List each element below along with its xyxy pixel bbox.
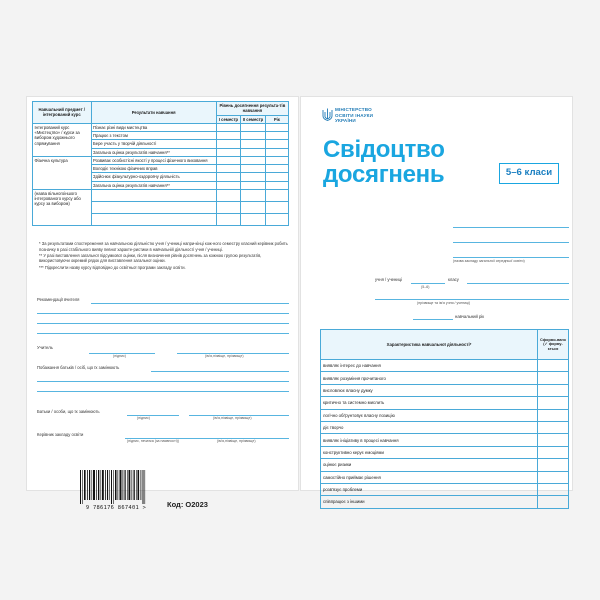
score-cell[interactable] bbox=[216, 140, 241, 148]
sign-hint: (підпис) bbox=[113, 354, 126, 358]
left-page bbox=[27, 97, 298, 490]
score-cell[interactable] bbox=[241, 140, 266, 148]
year-line[interactable] bbox=[413, 319, 453, 320]
head-sign-hint: (підпис, печатка (за наявності)) bbox=[127, 439, 179, 443]
class-label: класу bbox=[448, 277, 459, 282]
result-cell[interactable] bbox=[91, 201, 216, 213]
score-cell[interactable] bbox=[265, 165, 288, 173]
class-hint: (5–6) bbox=[421, 285, 430, 289]
teacher-label: Учитель bbox=[37, 345, 53, 350]
ministry-line: МІНІСТЕРСТВО bbox=[335, 107, 372, 112]
page-title bbox=[323, 137, 445, 187]
chars-cell: висловлює власну думку bbox=[321, 384, 538, 396]
table-row bbox=[321, 372, 569, 384]
table-row bbox=[321, 434, 569, 446]
parents-wishes-line[interactable] bbox=[151, 371, 289, 372]
score-cell[interactable] bbox=[216, 213, 241, 225]
table-row bbox=[321, 421, 569, 433]
mark-cell[interactable] bbox=[538, 372, 569, 384]
chars-cell: виявляє розуміння прочитаного bbox=[321, 372, 538, 384]
result-cell: Загальна оцінка результатів навчання** bbox=[91, 148, 216, 156]
chars-cell: логічно обґрунтовує власну позицію bbox=[321, 409, 538, 421]
title-line: Свідоцтво bbox=[323, 136, 445, 163]
result-cell[interactable] bbox=[91, 213, 216, 225]
grade-badge: 5–6 класи bbox=[499, 163, 559, 184]
result-cell: Володіє технікою фізичних вправ bbox=[91, 165, 216, 173]
school-line[interactable] bbox=[453, 242, 569, 243]
recommendations-line[interactable] bbox=[91, 303, 289, 304]
chars-cell: співпрацює з іншими bbox=[321, 496, 538, 508]
score-cell[interactable] bbox=[241, 189, 266, 201]
trident-icon bbox=[322, 108, 333, 122]
parents-sign-label: Батьки / особи, що їх замінюють bbox=[37, 409, 100, 414]
header-results: Результати навчання bbox=[91, 102, 216, 124]
chars-cell: конструктивно керує емоціями bbox=[321, 446, 538, 458]
head-name-hint: (ім'я,пізвіще, прізвище) bbox=[217, 439, 256, 443]
chars-mark-header: Сформо-вано (✓ форму-ється bbox=[538, 330, 569, 360]
parents-wishes-label: Побажання батьків / осіб, що їх замінюють bbox=[37, 365, 120, 370]
student-name-line[interactable] bbox=[467, 283, 569, 284]
footnotes bbox=[39, 241, 291, 271]
score-cell[interactable] bbox=[241, 201, 266, 213]
mark-cell[interactable] bbox=[538, 384, 569, 396]
name-hint: (прізвище та ім'я учня / учениці) bbox=[417, 301, 471, 305]
mark-cell[interactable] bbox=[538, 483, 569, 495]
score-cell[interactable] bbox=[241, 148, 266, 156]
barcode-number: 9 786176 867401 > bbox=[85, 505, 147, 511]
recommendations-line[interactable] bbox=[37, 333, 289, 334]
score-cell[interactable] bbox=[216, 165, 241, 173]
table-row bbox=[321, 446, 569, 458]
mark-cell[interactable] bbox=[538, 360, 569, 372]
ministry-line: УКРАЇНИ bbox=[335, 118, 356, 124]
title-line: досягнень bbox=[323, 161, 445, 189]
table-row bbox=[321, 384, 569, 396]
footnote: ** У разі виставлення загальної підсумкової оцінки, після визначення рівнів досягнень за кожною групою результатів, використовуючи окремий рядок для виставлення загальної оцінки. bbox=[39, 252, 262, 264]
score-cell[interactable] bbox=[265, 173, 288, 181]
student-label: учня / учениці bbox=[375, 277, 402, 282]
score-cell[interactable] bbox=[265, 132, 288, 140]
score-cell[interactable] bbox=[216, 132, 241, 140]
score-cell[interactable] bbox=[265, 148, 288, 156]
subject-other: (назва вільногоіншого інтегрованого курсу або курсу за вибором) bbox=[33, 189, 92, 225]
product-code: Код: О2023 bbox=[167, 500, 208, 509]
table-row bbox=[321, 459, 569, 471]
table-row bbox=[33, 123, 289, 131]
school-line[interactable] bbox=[453, 227, 569, 228]
score-cell[interactable] bbox=[265, 156, 288, 164]
score-cell[interactable] bbox=[241, 123, 266, 131]
header-sem2: ІІ семестр bbox=[241, 115, 266, 123]
mark-cell[interactable] bbox=[538, 446, 569, 458]
parents-sign-line[interactable] bbox=[127, 415, 179, 416]
score-cell[interactable] bbox=[241, 181, 266, 189]
header-subject: Навчальний предмет / інтегрований курс bbox=[33, 102, 92, 124]
score-cell[interactable] bbox=[241, 156, 266, 164]
chars-cell: оцінює ризики bbox=[321, 459, 538, 471]
table-row bbox=[321, 483, 569, 495]
score-cell[interactable] bbox=[216, 148, 241, 156]
chars-cell: виявляє інтерес до навчання bbox=[321, 360, 538, 372]
table-row bbox=[321, 496, 569, 508]
score-cell[interactable] bbox=[216, 173, 241, 181]
score-cell[interactable] bbox=[265, 213, 288, 225]
table-row bbox=[321, 409, 569, 421]
footnote: *** Підкреслити назву курсу відповідно до освітньої програми закладу освіти. bbox=[39, 264, 186, 270]
score-cell[interactable] bbox=[216, 189, 241, 201]
score-cell[interactable] bbox=[216, 123, 241, 131]
result-cell: Розвиває особистісні якості у процесі фізичного виховання bbox=[91, 156, 216, 164]
recommendations-line[interactable] bbox=[37, 313, 289, 314]
score-cell[interactable] bbox=[216, 201, 241, 213]
recommendations-line[interactable] bbox=[37, 323, 289, 324]
name-hint: (ім'я,пізвіще, прізвище) bbox=[205, 354, 244, 358]
class-line[interactable] bbox=[411, 283, 445, 284]
recommendations-label: Рекомендації вчителя bbox=[37, 297, 80, 302]
result-cell: Працює з текстом bbox=[91, 132, 216, 140]
mark-cell[interactable] bbox=[538, 397, 569, 409]
year-label: навчальний рік bbox=[455, 314, 485, 319]
parents-wishes-line[interactable] bbox=[37, 381, 289, 382]
barcode-image bbox=[78, 470, 154, 507]
sign-hint: (підпис) bbox=[137, 416, 150, 420]
score-cell[interactable] bbox=[265, 181, 288, 189]
mark-cell[interactable] bbox=[538, 471, 569, 483]
header-sem1: І семестр bbox=[216, 115, 241, 123]
result-cell: Здійснює фізкультурно-оздоровчу діяльність bbox=[91, 173, 216, 181]
chars-cell: критично та системно мислить bbox=[321, 397, 538, 409]
score-cell[interactable] bbox=[216, 156, 241, 164]
table-row bbox=[33, 156, 289, 164]
result-cell: Пізнає різні види мистецтва bbox=[91, 123, 216, 131]
mark-cell[interactable] bbox=[538, 421, 569, 433]
mark-cell[interactable] bbox=[538, 409, 569, 421]
achievement-table bbox=[32, 101, 289, 226]
head-label: Керівник закладу освіти bbox=[37, 432, 84, 437]
table-row bbox=[321, 397, 569, 409]
score-cell[interactable] bbox=[241, 213, 266, 225]
table-row bbox=[33, 189, 289, 201]
score-cell[interactable] bbox=[265, 201, 288, 213]
parents-wishes-line[interactable] bbox=[37, 391, 289, 392]
ministry-name bbox=[335, 107, 373, 124]
school-line[interactable] bbox=[453, 257, 569, 258]
chars-cell: самостійно приймає рішення bbox=[321, 471, 538, 483]
table-row bbox=[321, 471, 569, 483]
score-cell[interactable] bbox=[241, 165, 266, 173]
subject-art: Інтегрований курс «Мистецтво» / курси за вибором художнього спрямування bbox=[33, 123, 92, 156]
chars-cell: розв'язує проблеми bbox=[321, 483, 538, 495]
footnote: * За результатами спостереження за навчальною діяльністю учня / учениці напри-кінці кож-ного семестру класний керівник робить позначку в разі стабільного вияву певної характе-ристики в навчальній діяльності учня / учениці. bbox=[39, 241, 288, 252]
school-hint: (назва закладу загальної середньої освіти) bbox=[453, 259, 525, 263]
mark-cell[interactable] bbox=[538, 434, 569, 446]
score-cell[interactable] bbox=[216, 181, 241, 189]
score-cell[interactable] bbox=[241, 173, 266, 181]
result-cell[interactable] bbox=[91, 189, 216, 201]
characteristics-table bbox=[320, 329, 569, 509]
result-cell: Загальна оцінка результатів навчання** bbox=[91, 181, 216, 189]
mark-cell[interactable] bbox=[538, 496, 569, 508]
right-page bbox=[301, 97, 572, 505]
score-cell[interactable] bbox=[265, 140, 288, 148]
chars-cell: виявляє ініціативу в процесі навчання bbox=[321, 434, 538, 446]
chars-header: Характеристика навчальної діяльності* bbox=[321, 330, 538, 360]
name-hint: (ім'я,пізвіще, прізвище) bbox=[213, 416, 252, 420]
mark-cell[interactable] bbox=[538, 459, 569, 471]
score-cell[interactable] bbox=[265, 123, 288, 131]
header-year: Рік bbox=[265, 115, 288, 123]
header-level: Рівень досягнення результа-тів навчання bbox=[216, 102, 288, 116]
score-cell[interactable] bbox=[265, 189, 288, 201]
subject-pe: Фізична культура bbox=[33, 156, 92, 189]
chars-cell: діє творчо bbox=[321, 421, 538, 433]
table-row bbox=[321, 360, 569, 372]
score-cell[interactable] bbox=[241, 132, 266, 140]
student-name-line[interactable] bbox=[375, 299, 569, 300]
ministry-line: ОСВІТИ ІНАУКИ bbox=[335, 112, 374, 118]
result-cell: Бере участь у творчій діяльності bbox=[91, 140, 216, 148]
